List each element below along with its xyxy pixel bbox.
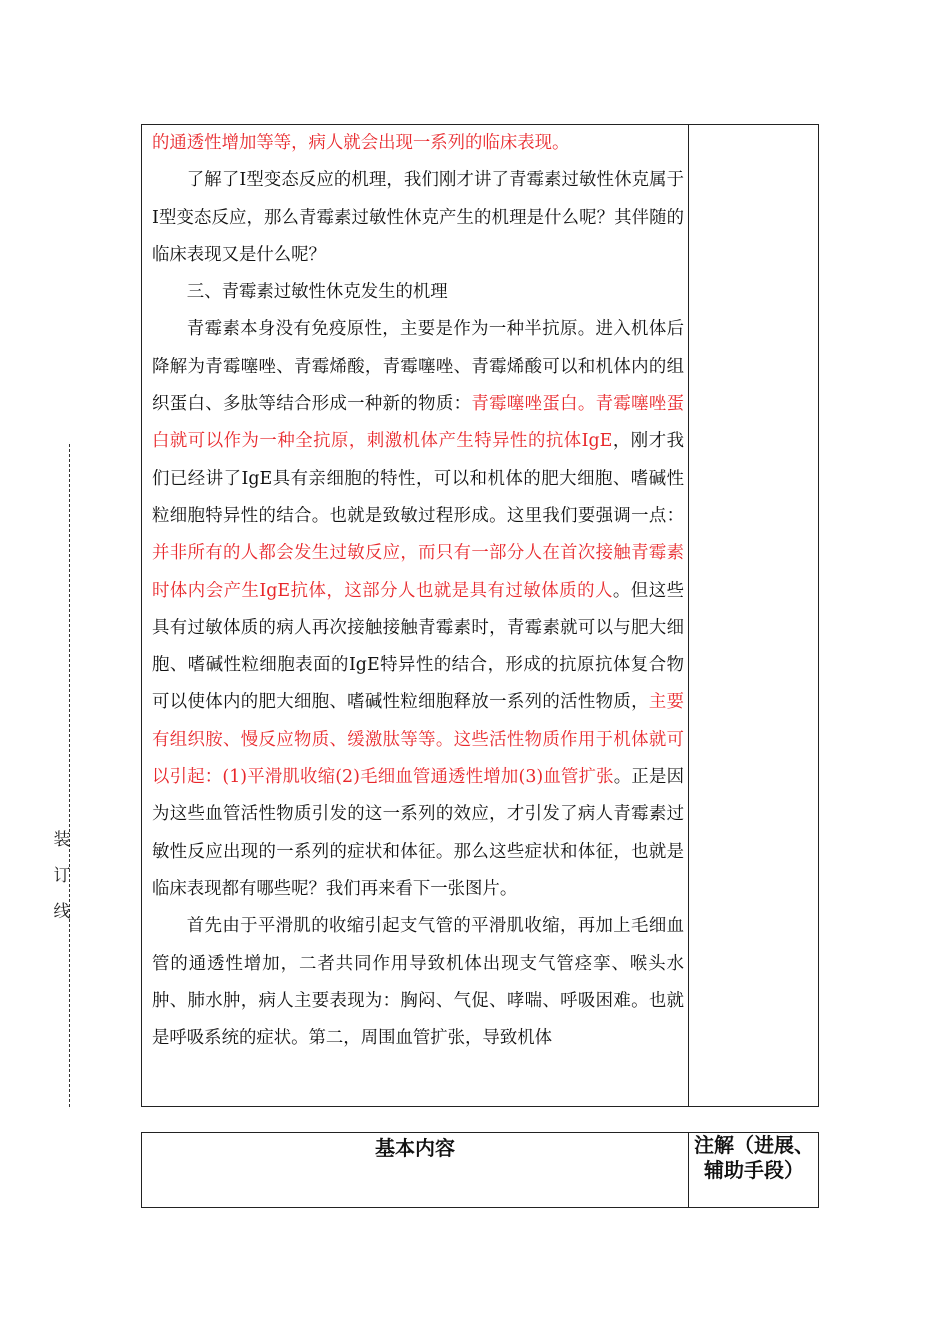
binding-dashed-line [69,444,70,1107]
content-cell [152,125,684,1057]
paragraph-continuation: 的通透性增加等等，病人就会出现一系列的临床表现。 [152,133,570,153]
paragraph-symptoms: 首先由于平滑肌的收缩引起支气管的平滑肌收缩，再加上毛细血管的通透性增加，二者共同作用导致机体出现支气管痉挛、喉头水肿、肺水肿，病人主要表现为：胸闷、气促、哮喘、呼吸困难。也就是呼吸系统的症状。第二，周围血管扩张，导致机体 [152,916,684,1049]
paragraph-mechanism [152,311,684,908]
lesson-content-table [141,124,819,1107]
table-header-row [141,1132,819,1208]
mechanism-highlight-1: 青霉噻唑蛋白。青霉噻唑蛋白就可以作为一种全抗原，刺激机体产生特异性的抗体IgE [152,394,684,452]
mechanism-text-1: 青霉素本身没有免疫原性，主要是作为一种半抗原。进入机体后降解为青霉噻唑、青霉烯酸，青霉噻唑、青霉烯酸可以和机体内的组织蛋白、多肽等结合形成一种新的物质： [152,319,684,415]
mechanism-highlight-3: 主要有组织胺、慢反应物质、缓激肽等等。这些活性物质作用于机体就可以引起：(1)平滑肌收缩(2)毛细血管通透性增加(3)血管扩张 [152,692,684,788]
paragraph-intro: 了解了Ⅰ型变态反应的机理，我们刚才讲了青霉素过敏性休克属于Ⅰ型变态反应，那么青霉素过敏性休克产生的机理是什么呢？其伴随的临床表现又是什么呢？ [152,170,684,265]
mechanism-text-2: ，刚才我们已经讲了IgE具有亲细胞的特性，可以和机体的肥大细胞、嗜碱性粒细胞特异性的结合。也就是致敏过程形成。这里我们要强调一点： [152,431,684,526]
column-divider [688,125,689,1106]
header-basic-content: 基本内容 [375,1136,455,1160]
mechanism-text-4: 。正是因为这些血管活性物质引发的这一系列的效应，才引发了病人青霉素过敏性反应出现的一系列的症状和体征。那么这些症状和体征，也就是临床表现都有哪些呢？我们再来看下一张图片。 [152,767,684,899]
mechanism-highlight-2: 并非所有的人都会发生过敏反应，而只有一部分人在首次接触青霉素时体内会产生IgE抗体，这部分人也就是具有过敏体质的人 [152,543,684,601]
mechanism-text-3: 。但这些具有过敏体质的病人再次接触接触青霉素时，青霉素就可以与肥大细胞、嗜碱性粒细胞表面的IgE特异性的结合，形成的抗原抗体复合物可以使体内的肥大细胞、嗜碱性粒细胞释放一系列的活性物质， [152,580,684,713]
section-heading: 三、青霉素过敏性休克发生的机理 [186,282,448,303]
binding-label: 装订线 [53,830,71,922]
header-notes: 注解（进展、辅助手段） [694,1133,814,1182]
